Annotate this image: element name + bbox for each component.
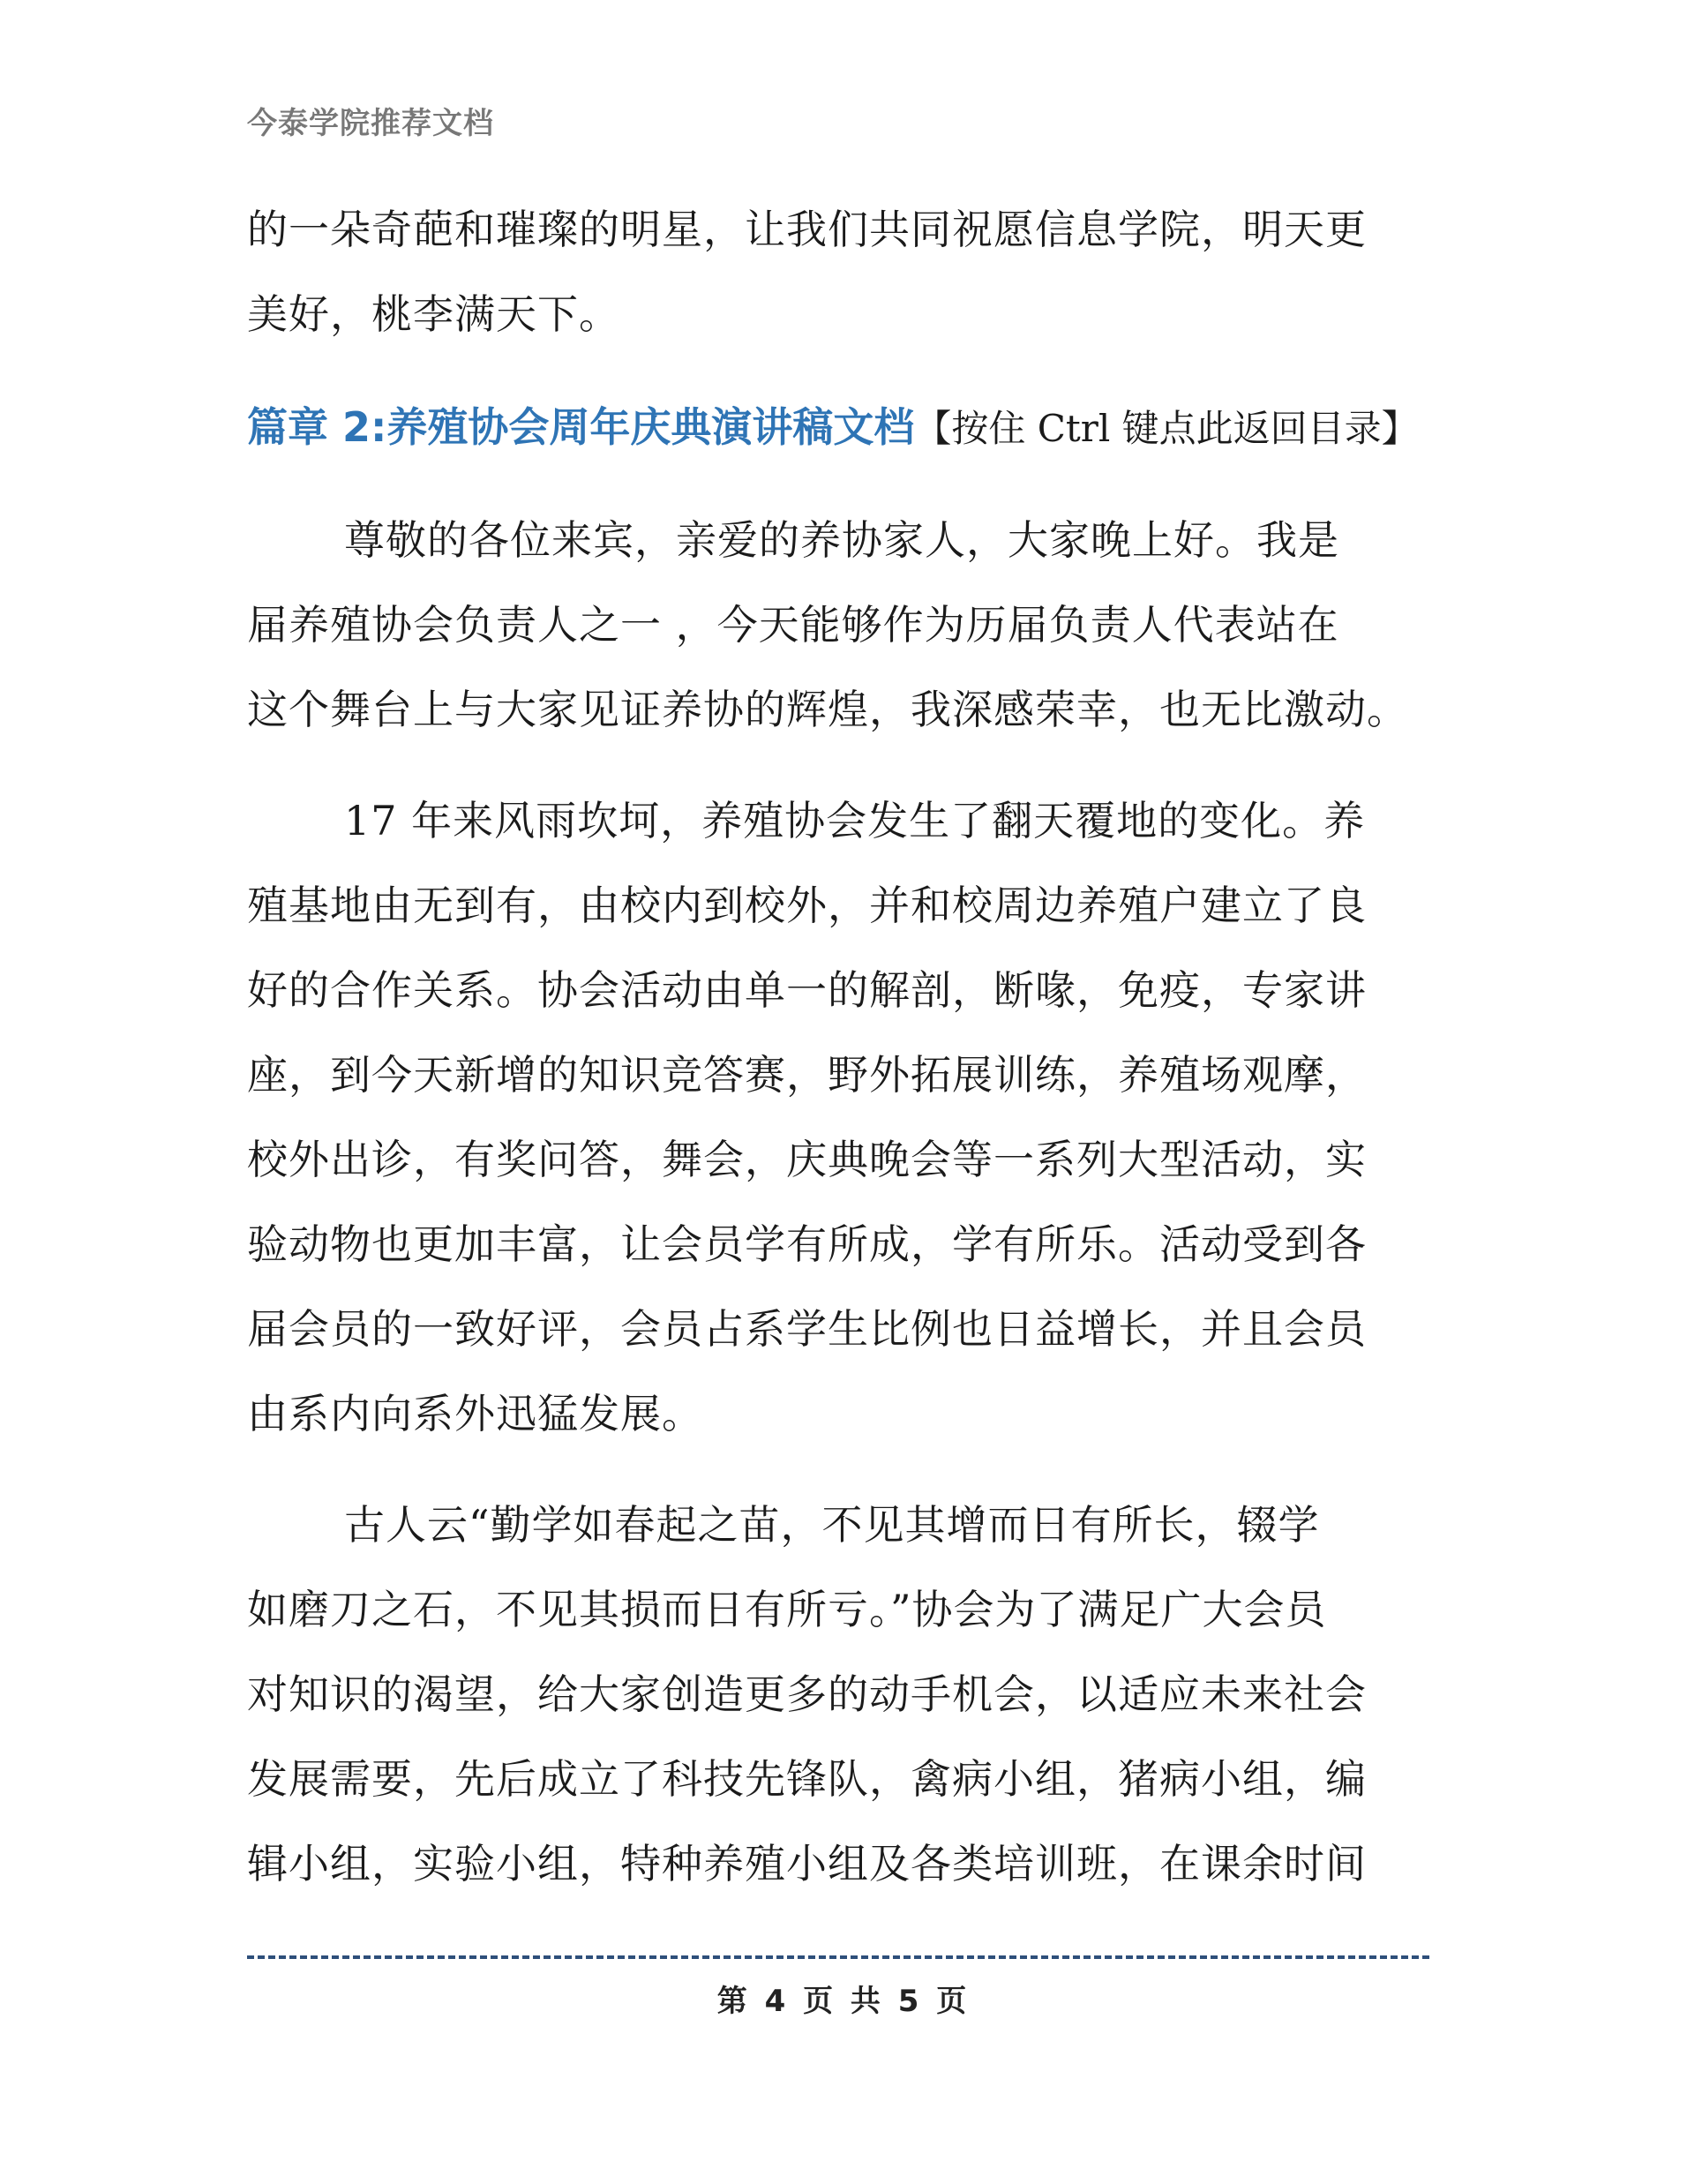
paragraph-line: 好的合作关系。协会活动由单一的解剖，断喙，免疫，专家讲 [247, 966, 1367, 1014]
paragraph-line: 验动物也更加丰富，让会员学有所成，学有所乐。活动受到各 [247, 1220, 1367, 1268]
paragraph-line: 殖基地由无到有，由校内到校外，并和校周边养殖户建立了良 [247, 882, 1367, 929]
paragraph-line: 17 年来风雨坎坷，养殖协会发生了翻天覆地的变化。养 [344, 797, 1366, 844]
intro-line-1: 的一朵奇葩和璀璨的明星，让我们共同祝愿信息学院，明天更 [247, 206, 1367, 253]
paragraph-line: 这个舞台上与大家见证养协的辉煌，我深感荣幸，也无比激动。 [247, 686, 1408, 733]
paragraph-line: 座，到今天新增的知识竞答赛，野外拓展训练，养殖场观摩， [247, 1051, 1367, 1099]
paragraph-line: 校外出诊，有奖问答，舞会，庆典晚会等一系列大型活动，实 [247, 1136, 1367, 1183]
footer-divider [247, 1955, 1429, 1959]
page-number: 第 4 页 共 5 页 [716, 1984, 971, 2019]
paragraph-line: 届会员的一致好评，会员占系学生比例也日益增长，并且会员 [247, 1305, 1367, 1353]
chapter-heading [247, 385, 1465, 469]
paragraph-2 [247, 778, 1465, 1456]
paragraph-3 [247, 1482, 1465, 1906]
paragraph-line: 如磨刀之石，不见其损而日有所亏。”协会为了满足广大会员 [247, 1586, 1327, 1633]
paragraph-line: 届养殖协会负责人之一 ，今天能够作为历届负责人代表站在 [247, 601, 1339, 649]
back-to-toc-link[interactable]: 【按住 Ctrl 键点此返回目录】 [914, 407, 1419, 450]
paragraph-line: 尊敬的各位来宾，亲爱的养协家人，大家晚上好。我是 [344, 516, 1339, 564]
paragraph-line: 对知识的渴望，给大家创造更多的动手机会，以适应未来社会 [247, 1670, 1367, 1718]
intro-line-2: 美好，桃李满天下。 [247, 290, 620, 338]
paragraph-line: 发展需要，先后成立了科技先锋队，禽病小组，猪病小组，编 [247, 1755, 1367, 1803]
paragraph-line: 古人云“勤学如春起之苗，不见其增而日有所长，辍学 [344, 1501, 1320, 1549]
paragraph-line: 辑小组，实验小组，特种养殖小组及各类培训班，在课余时间 [247, 1840, 1367, 1888]
document-header: 今泰学院推荐文档 [247, 106, 494, 141]
document-body [247, 187, 1465, 1906]
paragraph-line: 由系内向系外迅猛发展。 [247, 1390, 703, 1437]
chapter-title-link[interactable]: 篇章 2:养殖协会周年庆典演讲稿文档 [247, 403, 915, 451]
paragraph-1 [247, 498, 1465, 752]
